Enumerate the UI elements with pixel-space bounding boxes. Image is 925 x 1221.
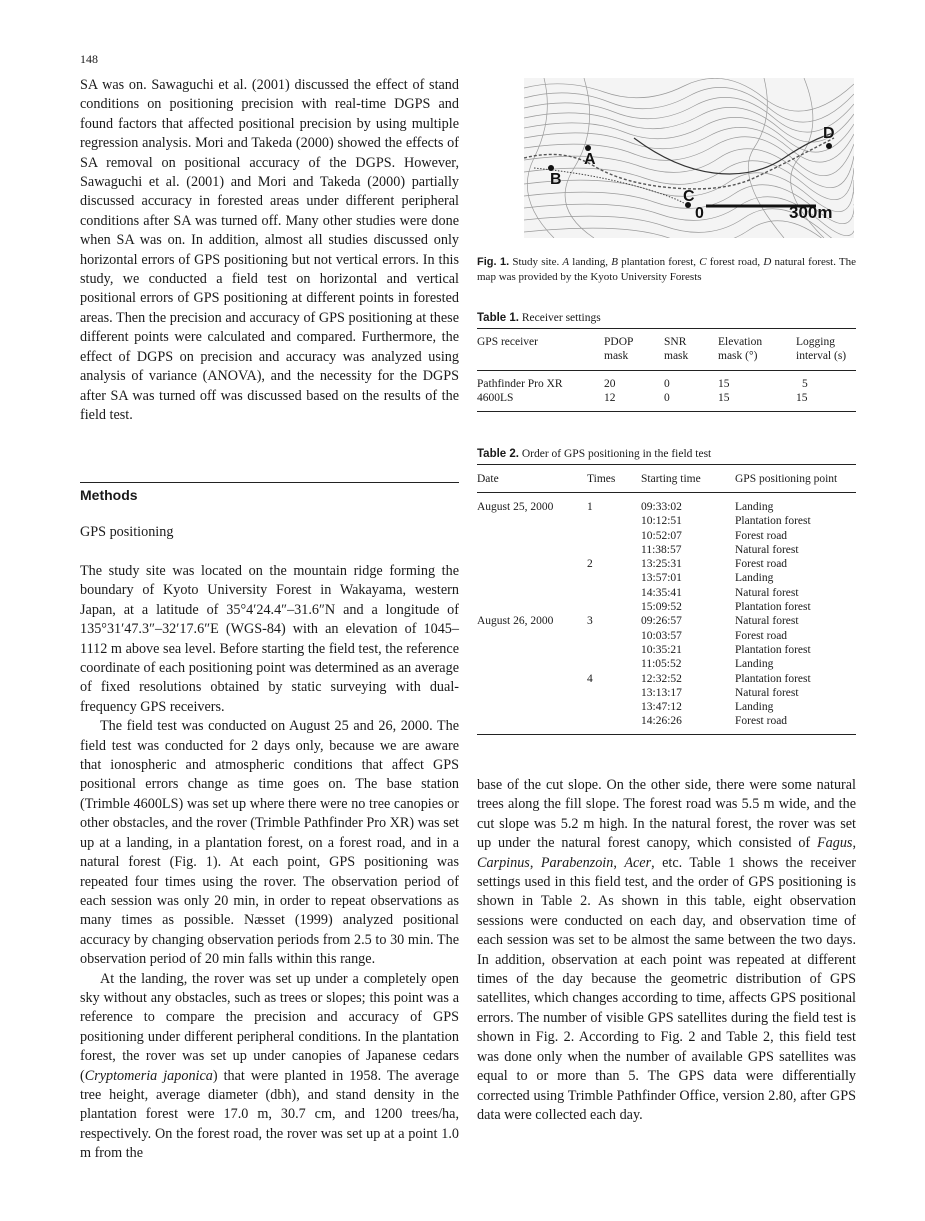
table-cell: 09:26:57 — [641, 615, 682, 628]
header-line: mask — [604, 350, 629, 363]
table-cell: Pathfinder Pro XR — [477, 378, 563, 390]
table-cell — [477, 514, 587, 528]
scale-label-start: 0 — [695, 205, 704, 222]
table-cell — [477, 672, 587, 686]
genus-1: Fagus — [816, 835, 853, 852]
table-cell: 3 — [587, 615, 593, 628]
table-row — [477, 714, 856, 728]
table2-label: Table 2. — [477, 448, 519, 460]
cap-part-0: Study site. — [512, 256, 563, 268]
p3-text-b: ) that were planted in 1958. The average tree height, average diameter (dbh), and stand density in the plantation forest were 17.0 m, 30.7 cm, and 1200 trees/ha, respectively. On the forest road, the rover was set up at a point 1.0 m from the — [80, 1067, 459, 1162]
map-label-c: C — [683, 188, 695, 205]
methods-paragraph-2: The field test was conducted on August 25 and 26, 2000. The field test was conducted for 2 days only, because we are aware that ionospheric and atmospheric conditions that affect GPS positional errors change as time goes on. The base station (Trimble 4600LS) was set up where there were no tree canopies or other obstacles, and the rover (Trimble Pathfinder Pro XR) was set up at a landing, in a plantation forest, on a forest road, and in a natural forest (Fig. 1). At each point, GPS positioning was repeated four times using the rover. The observation period of each session was only 20 min, in order to repeat observations as many times as possible. Næsset (1999) analyzed positional accuracy by changing observation periods from 2.5 to 30 min. The observation period of 20 min falls within this range. — [80, 718, 459, 968]
table-cell: Natural forest — [735, 543, 799, 556]
table-cell — [587, 657, 641, 671]
table1-top-rule — [477, 328, 856, 329]
table-cell — [587, 571, 641, 585]
table-row — [477, 500, 856, 514]
table1-title: Receiver settings — [521, 312, 601, 324]
table-cell — [477, 700, 587, 714]
right-column-text — [477, 776, 856, 1125]
cap-part-1: A — [562, 256, 570, 268]
table1-header-cell — [796, 335, 856, 364]
table-cell: Plantation forest — [735, 672, 811, 685]
table-cell: 13:13:17 — [641, 686, 682, 699]
table-cell: 4600LS — [477, 392, 514, 405]
table-row — [477, 629, 856, 643]
table-cell: 4 — [587, 672, 593, 685]
table-row — [477, 657, 856, 671]
header-line: mask (°) — [718, 350, 758, 363]
table2-header-cell: Starting time — [641, 473, 701, 485]
table-cell: Landing — [735, 701, 774, 714]
table-cell: 10:35:21 — [641, 643, 682, 656]
map-label-a: A — [584, 151, 596, 168]
table-cell — [477, 586, 587, 600]
cap-part-2: landing, — [569, 256, 612, 268]
table-cell: 14:35:41 — [641, 586, 682, 599]
table-row — [477, 614, 856, 628]
table2-body — [477, 500, 856, 729]
table-cell: Plantation forest — [735, 643, 811, 656]
table-cell: 20 — [604, 378, 616, 390]
table-cell — [477, 629, 587, 643]
table1-label: Table 1. — [477, 312, 519, 324]
table1-header-cell — [718, 335, 796, 364]
table-row — [477, 377, 856, 391]
table-cell: Natural forest — [735, 686, 799, 699]
sep: , — [613, 854, 625, 871]
intro-text: SA was on. Sawaguchi et al. (2001) discussed the effect of stand conditions on positioning precision with real-time DGPS and found factors that affected positional precision by using multiple regression analysis. Mori and Takeda (2000) showed the effects of SA removal on positional accuracy of the DGPS. However, Sawaguchi et al. (2001) and Mori and Takeda (2000) partially discussed accuracy in forested areas under different peripheral conditions after SA was turned off. Many other studies were done when SA was on. In addition, almost all studies discussed only horizontal errors of GPS positioning but not vertical errors. In this study, we conducted a field test on horizontal and vertical positional errors of GPS positioning at different points in forested areas. Then the precision and accuracy of GPS positioning at these different points were calculated and compared. Furthermore, the effect of DGPS on precision and accuracy was analyzed using analysis of variance (ANOVA), and the necessity for the DGPS after SA was turned off was discussed based on the results of the field test. — [80, 77, 459, 423]
table-cell — [477, 557, 587, 571]
table-row — [477, 643, 856, 657]
methods-text — [80, 562, 459, 1164]
table-cell: 13:57:01 — [641, 572, 682, 585]
cap-part-3: B — [611, 256, 618, 268]
table-cell: Landing — [735, 501, 774, 513]
table-cell: 13:47:12 — [641, 701, 682, 714]
table-cell — [477, 643, 587, 657]
table-cell: 15 — [796, 392, 808, 405]
study-site-map — [524, 78, 854, 238]
rb-text-b: , etc. Table 1 shows the receiver settings used in this field test, and the order of GPS positioning is shown in Table 2. As shown in this table, eight observation sessions were conducted on each day, and observation time of each session was set to be almost the same between the two days. In addition, observation at each point was repeated at different times of the day because the geometric distribution of GPS satellites, which changes according to time, affects GPS positional errors. The number of visible GPS satellites during the field test is shown in Fig. 2. According to Fig. 2 and Table 2, this field test was done only when the number of available GPS satellites was equal to or more than 5. The GPS data were differentially corrected using Trimble Pathfinder Office, version 2.80, after GPS data were collected each day. — [477, 854, 856, 1123]
subsection-heading: GPS positioning — [80, 524, 174, 540]
table2-top-rule — [477, 464, 856, 465]
table-cell — [587, 700, 641, 714]
table-cell: Forest road — [735, 529, 788, 542]
sep: , — [852, 835, 856, 852]
cap-part-5: C — [699, 256, 707, 268]
table2-header-row — [477, 472, 856, 486]
table-row — [477, 529, 856, 543]
table-cell: 14:26:26 — [641, 715, 682, 728]
header-line: PDOP — [604, 336, 634, 348]
table-row — [477, 700, 856, 714]
genus-4: Acer — [624, 854, 652, 871]
header-line: interval (s) — [796, 350, 847, 363]
table-cell: Plantation forest — [735, 601, 811, 614]
table-cell — [587, 543, 641, 557]
table-cell — [587, 686, 641, 700]
table-row — [477, 586, 856, 600]
table1-mid-rule — [477, 370, 856, 371]
table-cell — [587, 714, 641, 728]
genus-2: Carpinus — [477, 854, 530, 871]
cap-part-7: D — [763, 256, 772, 268]
header-line: mask — [664, 350, 689, 363]
table2-bottom-rule — [477, 734, 856, 735]
sep: , — [529, 854, 541, 871]
table-cell: Plantation forest — [735, 515, 811, 528]
table-row — [477, 600, 856, 614]
table-cell: 11:05:52 — [641, 658, 682, 671]
page-number: 148 — [80, 52, 98, 66]
section-divider — [80, 482, 459, 483]
figure1-caption — [477, 255, 856, 285]
table-row — [477, 557, 856, 571]
cap-part-6: forest road, — [706, 256, 764, 268]
table-cell: 10:52:07 — [641, 529, 682, 542]
table-cell — [587, 514, 641, 528]
table-cell: Landing — [735, 658, 774, 671]
table1-header-cell — [604, 335, 664, 364]
table2-header-cell: Times — [587, 473, 616, 485]
cap-part-4: plantation forest, — [617, 256, 700, 268]
table-cell: 10:03:57 — [641, 629, 682, 642]
table-cell — [477, 600, 587, 614]
intro-paragraph — [80, 76, 459, 425]
table-cell — [587, 643, 641, 657]
header-line: SNR — [664, 336, 687, 348]
table-cell: Landing — [735, 572, 774, 585]
methods-paragraph-3 — [80, 970, 459, 1164]
table1-header-cell — [477, 335, 604, 364]
table-cell: 0 — [664, 378, 670, 390]
table2-header — [477, 472, 856, 486]
table-cell: 12:32:52 — [641, 672, 682, 685]
table-cell — [587, 529, 641, 543]
table-cell: Forest road — [735, 715, 788, 728]
table1-header-row — [477, 335, 856, 364]
table2-title: Order of GPS positioning in the field test — [521, 448, 712, 460]
table-cell: 15 — [718, 378, 730, 390]
header-line: Elevation — [718, 336, 763, 348]
table-cell: 10:12:51 — [641, 515, 682, 528]
table-cell — [587, 600, 641, 614]
table-cell: 2 — [587, 558, 593, 571]
table2-mid-rule — [477, 492, 856, 493]
p3-text-a: At the landing, the rover was set up under a completely open sky without any obstacles, such as trees or slopes; this point was a reference to compare the precision and accuracy of GPS positioning under different peripheral conditions. In the plantation forest, the rover was set up under canopies of Japanese cedars ( — [80, 970, 459, 1084]
table-cell — [477, 657, 587, 671]
cap-part-8: natural forest. The map was provided by the Kyoto University Forests — [477, 256, 857, 283]
table1-header-cell — [664, 335, 718, 364]
table-cell: 1 — [587, 501, 593, 513]
right-paragraph — [477, 776, 856, 1125]
map-label-b: B — [550, 171, 562, 188]
table-cell: 15 — [718, 392, 730, 405]
table2-header-cell: GPS positioning point — [735, 473, 838, 485]
table1-bottom-rule — [477, 411, 856, 412]
table-cell — [587, 586, 641, 600]
header-line: GPS receiver — [477, 336, 538, 348]
table-cell: Forest road — [735, 629, 788, 642]
topographic-map-image — [524, 78, 854, 238]
table-cell: August 26, 2000 — [477, 615, 554, 628]
rb-text-a: base of the cut slope. On the other side, there were some natural trees along the fill slope. The forest road was 5.5 m wide, and the cut slope was 5.2 m high. In the natural forest, the rover was set up under the natural forest canopy, which consisted of — [477, 777, 856, 852]
table-cell: 13:25:31 — [641, 558, 682, 571]
table-row — [477, 514, 856, 528]
map-label-d: D — [823, 125, 835, 142]
scale-label-end: 300m — [789, 203, 833, 222]
p3-species: Cryptomeria japonica — [84, 1067, 213, 1084]
table-cell: August 25, 2000 — [477, 501, 554, 513]
table-cell — [477, 571, 587, 585]
table1 — [477, 335, 856, 364]
header-line: Logging — [796, 336, 835, 348]
table-cell: 15:09:52 — [641, 601, 682, 614]
table-cell: Forest road — [735, 558, 788, 571]
table-row — [477, 686, 856, 700]
table-cell: Natural forest — [735, 586, 799, 599]
table-cell: 0 — [664, 392, 670, 405]
table-cell: 11:38:57 — [641, 543, 682, 556]
section-heading: Methods — [80, 487, 138, 503]
table-row — [477, 672, 856, 686]
table-row — [477, 571, 856, 585]
table1-body — [477, 377, 856, 406]
table-cell: 5 — [802, 378, 808, 390]
table-row — [477, 391, 856, 405]
table-cell — [477, 543, 587, 557]
table-cell — [587, 629, 641, 643]
table-row — [477, 543, 856, 557]
table-cell — [477, 714, 587, 728]
table1-caption — [477, 312, 601, 324]
table-cell — [477, 529, 587, 543]
table2-caption — [477, 448, 711, 460]
table-cell: Natural forest — [735, 615, 799, 628]
figure1-caption-label: Fig. 1. — [477, 256, 510, 268]
methods-paragraph-1: The study site was located on the mountain ridge forming the boundary of Kyoto University Forest in Wakayama, western Japan, at a latitude of 35°4′24.4″–31.6″N and a longitude of 135°31′47.3″–32′17.6″E (WGS-84) with an elevation of 1045–1112 m above sea level. Before starting the field test, the reference coordinate of each positioning point was determined as an average of fixed resolutions obtained by static surveying with dual-frequency GPS receivers. — [80, 563, 459, 715]
table-cell: 12 — [604, 392, 616, 405]
table-cell — [477, 686, 587, 700]
table2-header-cell: Date — [477, 473, 499, 485]
table-cell: 09:33:02 — [641, 501, 682, 513]
genus-3: Parabenzoin — [540, 854, 614, 871]
